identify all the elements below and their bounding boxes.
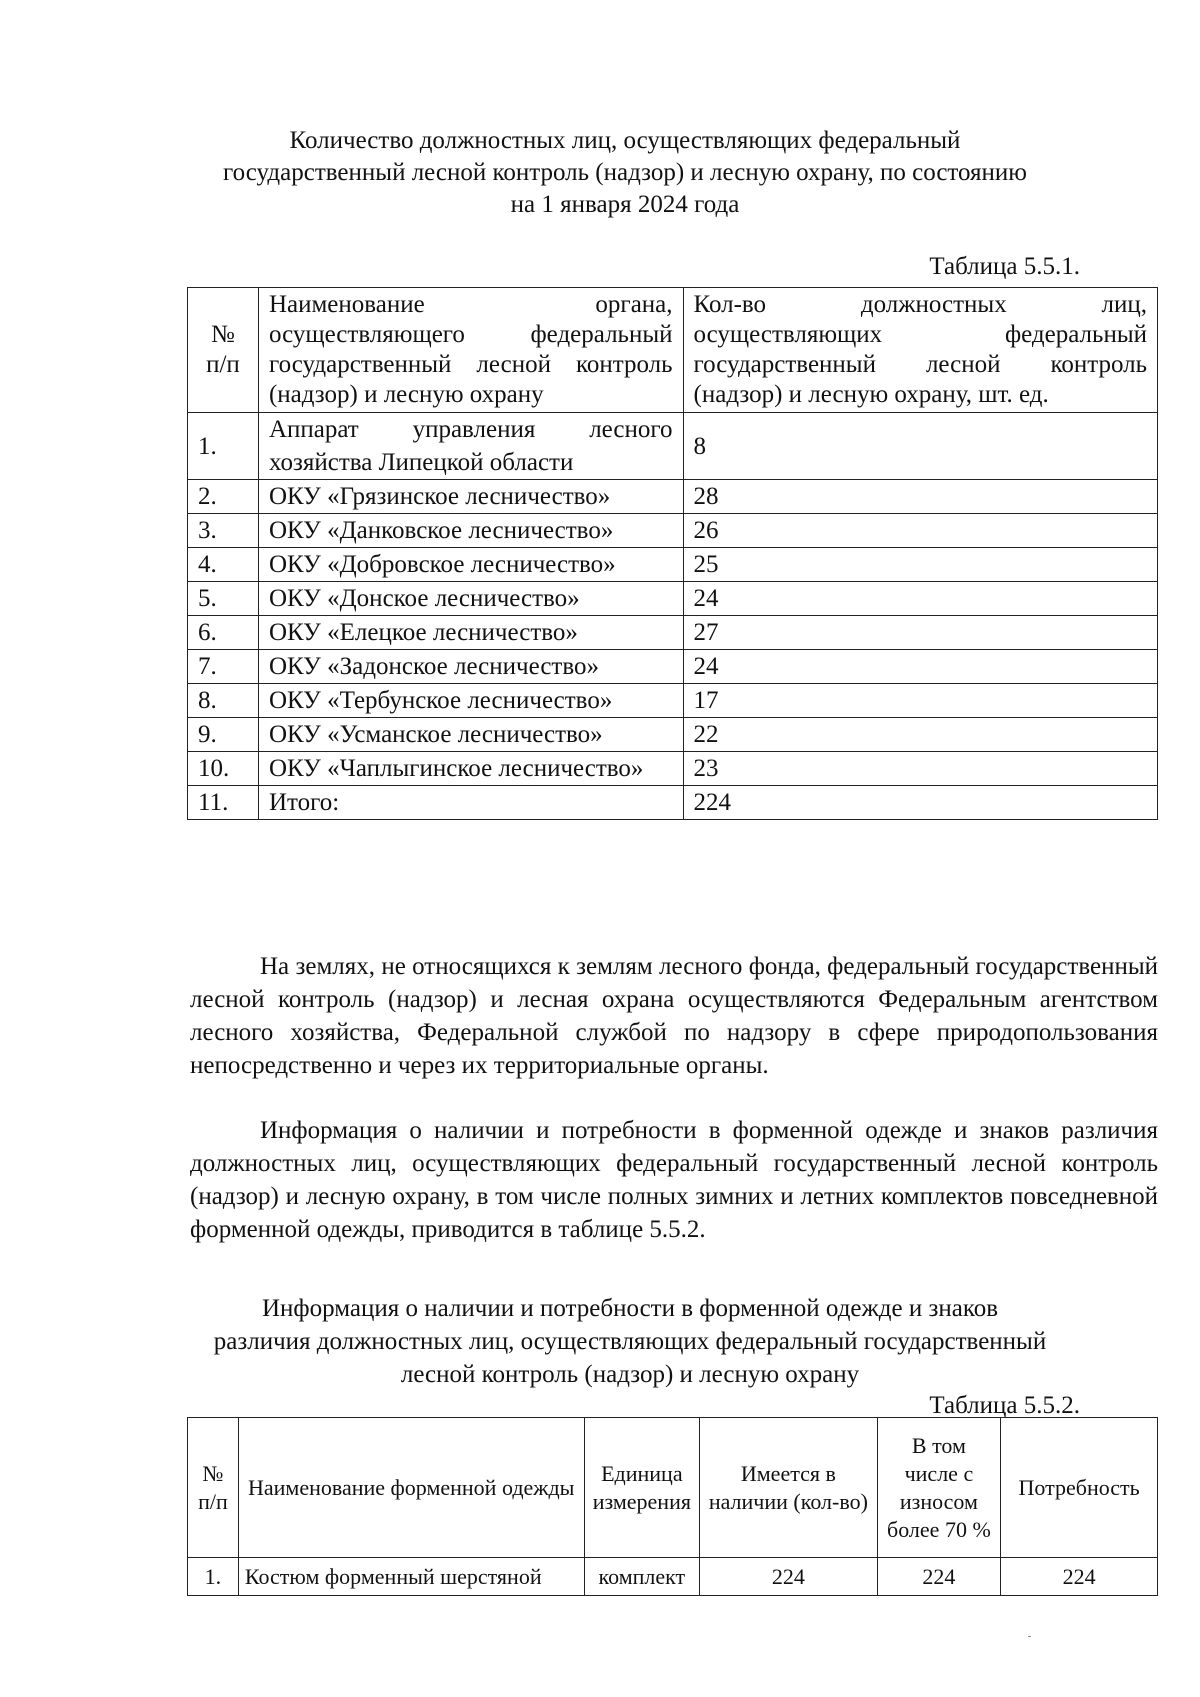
- row-name: ОКУ «Усманское лесничество»: [258, 718, 683, 752]
- table-row: [188, 514, 1158, 548]
- row-name: Итого:: [258, 786, 683, 820]
- table-row: [188, 616, 1158, 650]
- row-num: 11.: [188, 786, 259, 820]
- row-num: 10.: [188, 752, 259, 786]
- row-num: 3.: [188, 514, 259, 548]
- table-header-row: [188, 1418, 1158, 1558]
- scan-speck: [1028, 1636, 1031, 1637]
- table-row: [188, 718, 1158, 752]
- paragraph-federal-supervision: На землях, не относящихся к землям лесного фонда, федеральный государственный лесной контроль (надзор) и лесная охрана осуществляются Федеральным агентством лесного хозяйства, Федеральной службой по надзору в сфере природопользования непосредственно и через их территориальные органы.: [190, 953, 1158, 1079]
- row-num: 1.: [188, 413, 259, 480]
- table-row: [188, 752, 1158, 786]
- header-unit: Единица измерения: [584, 1418, 700, 1558]
- row-num: 6.: [188, 616, 259, 650]
- row-count: 24: [683, 650, 1157, 684]
- heading1-line1: Количество должностных лиц, осуществляющих федеральный: [289, 127, 961, 154]
- row-count: 22: [683, 718, 1157, 752]
- table-header-row: [188, 288, 1158, 413]
- staff-count-table: [187, 287, 1158, 820]
- table-row: [188, 684, 1158, 718]
- row-name: Костюм форменный шерстяной: [238, 1558, 584, 1596]
- table-row: [188, 548, 1158, 582]
- table2-heading: [180, 1292, 1080, 1391]
- row-num: 5.: [188, 582, 259, 616]
- row-count: 27: [683, 616, 1157, 650]
- uniform-table: [187, 1417, 1158, 1596]
- row-num: 1.: [188, 1558, 239, 1596]
- row-name: ОКУ «Добровское лесничество»: [258, 548, 683, 582]
- row-count: 17: [683, 684, 1157, 718]
- header-uniform-name: Наименование форменной одежды: [238, 1418, 584, 1558]
- table-row: [188, 480, 1158, 514]
- header-staff-count: Кол-во должностных лиц, осуществляющих федеральный государственный лесной контроль (надзор) и лесную охрану, шт. ед.: [683, 288, 1157, 413]
- paragraph-uniform-info: Информация о наличии и потребности в форменной одежде и знаков различия должностных лиц, осуществляющих федеральный государственный лесной контроль (надзор) и лесную охрану, в том числе полных зимних и летних комплектов повседневной форменной одежды, приводится в таблице 5.5.2.: [190, 1117, 1158, 1243]
- table1-heading: [190, 125, 1060, 221]
- row-count: 24: [683, 582, 1157, 616]
- row-count: 25: [683, 548, 1157, 582]
- row-num: 4.: [188, 548, 259, 582]
- row-num: 9.: [188, 718, 259, 752]
- row-need: 224: [1001, 1558, 1158, 1596]
- row-name: ОКУ «Тербунское лесничество»: [258, 684, 683, 718]
- heading1-line2: государственный лесной контроль (надзор) и лесную охрану, по состоянию: [222, 159, 1027, 186]
- header-num: № п/п: [188, 288, 259, 413]
- row-num: 2.: [188, 480, 259, 514]
- heading2-line1: Информация о наличии и потребности в форменной одежде и знаков: [261, 1295, 999, 1322]
- row-count: 26: [683, 514, 1157, 548]
- table-row: [188, 1558, 1158, 1596]
- heading1-line3: на 1 января 2024 года: [510, 191, 740, 218]
- table-row: [188, 413, 1158, 480]
- table-row: [188, 582, 1158, 616]
- row-name: ОКУ «Донское лесничество»: [258, 582, 683, 616]
- row-name: ОКУ «Задонское лесничество»: [258, 650, 683, 684]
- row-count: 23: [683, 752, 1157, 786]
- row-name: Аппарат управления лесного хозяйства Липецкой области: [258, 413, 683, 480]
- row-num: 8.: [188, 684, 259, 718]
- row-name: ОКУ «Данковское лесничество»: [258, 514, 683, 548]
- table2-caption: Таблица 5.5.2.: [929, 1392, 1080, 1419]
- table1-caption: Таблица 5.5.1.: [929, 253, 1080, 280]
- row-name: ОКУ «Елецкое лесничество»: [258, 616, 683, 650]
- heading2-line2: различия должностных лиц, осуществляющих федеральный государственный: [213, 1328, 1047, 1355]
- header-organ-name: Наименование органа, осуществляющего федеральный государственный лесной контроль (надзор) и лесную охрану: [258, 288, 683, 413]
- row-name: ОКУ «Грязинское лесничество»: [258, 480, 683, 514]
- row-unit: комплект: [584, 1558, 700, 1596]
- row-worn: 224: [877, 1558, 1001, 1596]
- header-available: Имеется в наличии (кол-во): [700, 1418, 878, 1558]
- header-need: Потребность: [1001, 1418, 1158, 1558]
- row-count: 224: [683, 786, 1157, 820]
- header-worn: В том числе с износом более 70 %: [877, 1418, 1001, 1558]
- row-count: 28: [683, 480, 1157, 514]
- table-row: [188, 650, 1158, 684]
- row-name: ОКУ «Чаплыгинское лесничество»: [258, 752, 683, 786]
- row-count: 8: [683, 413, 1157, 480]
- header-num: № п/п: [188, 1418, 239, 1558]
- table-total-row: [188, 786, 1158, 820]
- row-available: 224: [700, 1558, 878, 1596]
- heading2-line3: лесной контроль (надзор) и лесную охрану: [400, 1361, 860, 1388]
- row-num: 7.: [188, 650, 259, 684]
